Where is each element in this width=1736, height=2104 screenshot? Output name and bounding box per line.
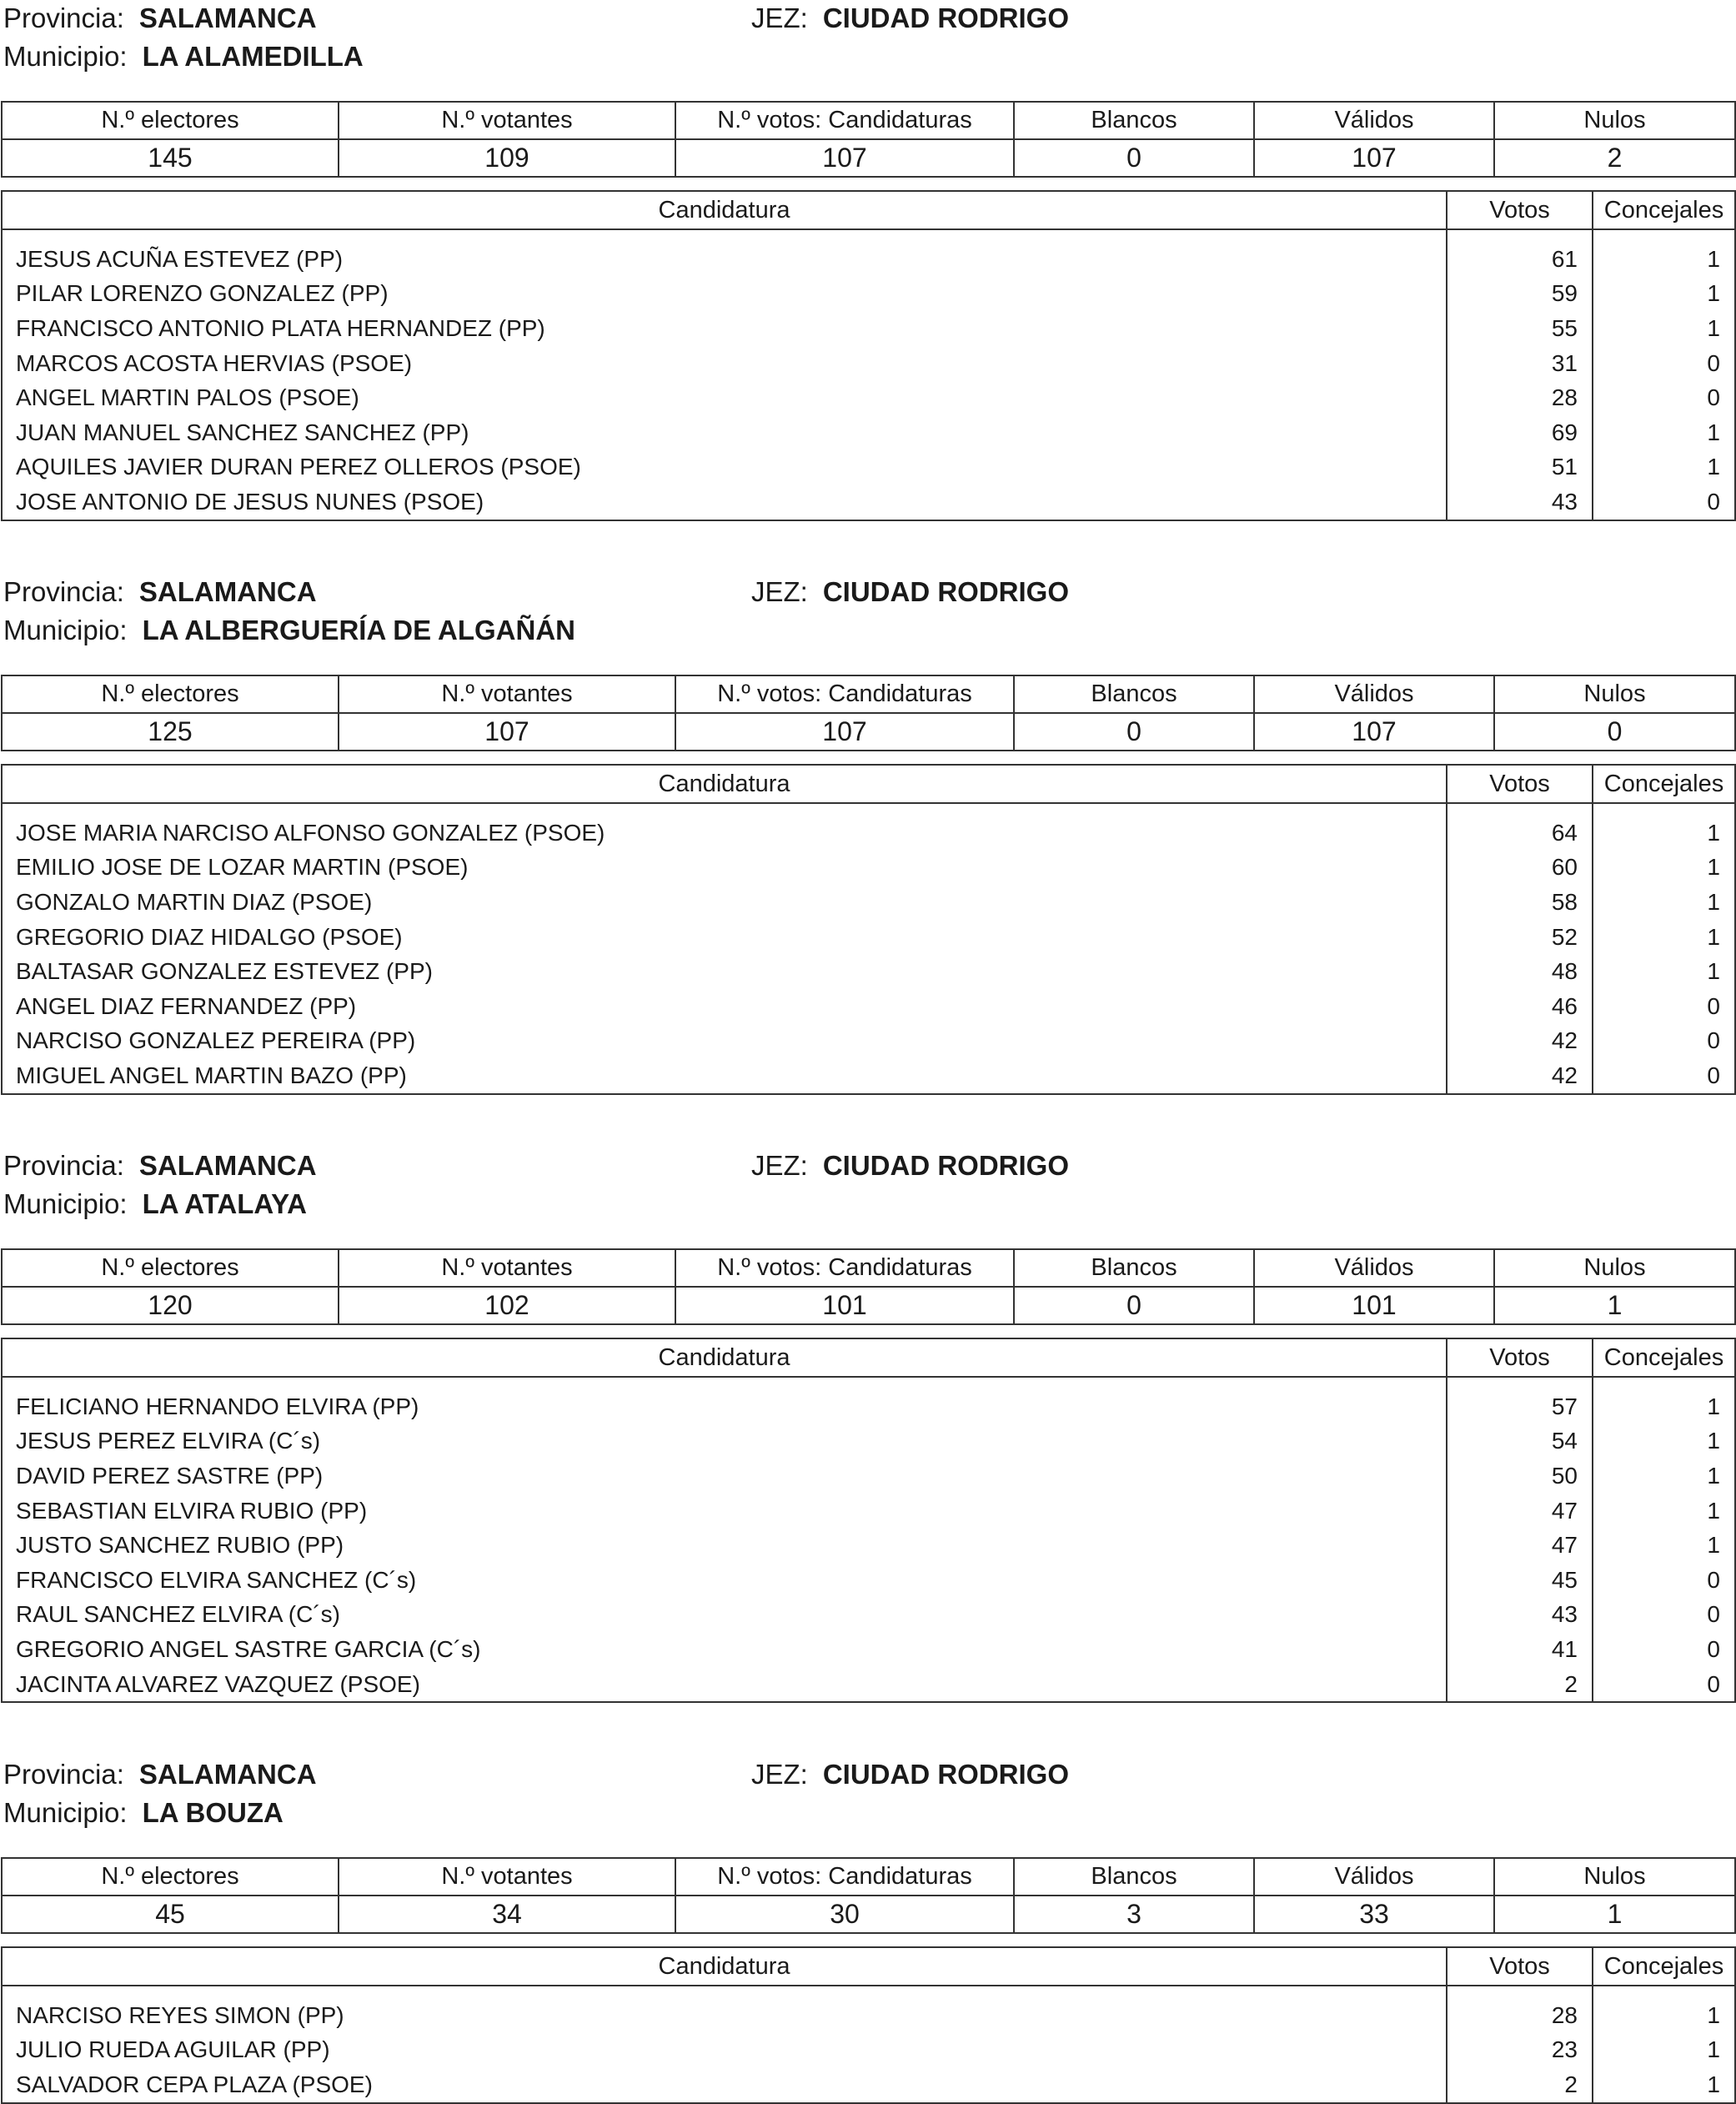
summary-header-votantes: N.º votantes	[339, 1858, 675, 1896]
summary-value-nulos: 1	[1494, 1896, 1735, 1933]
summary-header-electores: N.º electores	[2, 1858, 339, 1896]
provincia-value: SALAMANCA	[138, 1150, 317, 1181]
candidate-row	[2, 1459, 1735, 1494]
provincia-line	[3, 1149, 317, 1183]
provincia-value: SALAMANCA	[138, 3, 317, 33]
candidate-name: MARCOS ACOSTA HERVIAS (PSOE)	[2, 346, 1447, 381]
jez-value: CIUDAD RODRIGO	[822, 1759, 1070, 1790]
provincia-label: Provincia:	[3, 1150, 124, 1181]
candidate-seats: 1	[1593, 1377, 1735, 1424]
candidate-seats: 1	[1593, 803, 1735, 851]
summary-value-votos_cand: 101	[675, 1287, 1014, 1324]
candidate-name: JUAN MANUEL SANCHEZ SANCHEZ (PP)	[2, 415, 1447, 450]
candidate-row	[2, 1424, 1735, 1459]
candidate-row	[2, 1986, 1735, 2033]
summary-table	[1, 101, 1736, 178]
candidate-name: EMILIO JOSE DE LOZAR MARTIN (PSOE)	[2, 851, 1447, 886]
candidate-row	[2, 989, 1735, 1024]
jez-value: CIUDAD RODRIGO	[822, 1150, 1070, 1181]
candidate-seats: 1	[1593, 1528, 1735, 1563]
candidate-name: NARCISO GONZALEZ PEREIRA (PP)	[2, 1024, 1447, 1059]
candidate-votes: 61	[1447, 229, 1593, 277]
provincia-label: Provincia:	[3, 3, 124, 33]
candidate-row	[2, 1598, 1735, 1633]
candidate-name: GREGORIO DIAZ HIDALGO (PSOE)	[2, 920, 1447, 955]
candidate-name: FRANCISCO ANTONIO PLATA HERNANDEZ (PP)	[2, 311, 1447, 346]
candidate-votes: 51	[1447, 450, 1593, 485]
candidates-header-row	[2, 191, 1735, 229]
summary-value-votos_cand: 30	[675, 1896, 1014, 1933]
candidate-votes: 57	[1447, 1377, 1593, 1424]
candidate-seats: 1	[1593, 851, 1735, 886]
summary-value-votantes: 109	[339, 139, 675, 177]
jez-line	[751, 575, 1069, 609]
candidate-seats: 0	[1593, 1563, 1735, 1598]
summary-value-electores: 120	[2, 1287, 339, 1324]
summary-header-votantes: N.º votantes	[339, 102, 675, 139]
candidate-seats: 0	[1593, 346, 1735, 381]
header-concejales: Concejales	[1593, 1338, 1735, 1377]
summary-header-nulos: Nulos	[1494, 1858, 1735, 1896]
candidates-table	[1, 1338, 1736, 1703]
municipio-line	[3, 1188, 307, 1221]
candidate-votes: 47	[1447, 1494, 1593, 1529]
candidate-votes: 2	[1447, 1667, 1593, 1703]
header-concejales: Concejales	[1593, 191, 1735, 229]
municipio-line	[3, 614, 575, 647]
header-votos: Votos	[1447, 1338, 1593, 1377]
candidate-seats: 1	[1593, 954, 1735, 989]
candidate-row	[2, 851, 1735, 886]
candidate-name: AQUILES JAVIER DURAN PEREZ OLLEROS (PSOE)	[2, 450, 1447, 485]
candidate-seats: 1	[1593, 2033, 1735, 2068]
summary-header-votos_cand: N.º votos: Candidaturas	[675, 1249, 1014, 1287]
candidate-votes: 64	[1447, 803, 1593, 851]
summary-header-votos_cand: N.º votos: Candidaturas	[675, 675, 1014, 713]
candidate-votes: 23	[1447, 2033, 1593, 2068]
candidate-name: JOSE ANTONIO DE JESUS NUNES (PSOE)	[2, 485, 1447, 520]
candidate-name: SALVADOR CEPA PLAZA (PSOE)	[2, 2067, 1447, 2103]
candidate-votes: 43	[1447, 485, 1593, 520]
candidate-votes: 69	[1447, 415, 1593, 450]
candidate-name: FRANCISCO ELVIRA SANCHEZ (C´s)	[2, 1563, 1447, 1598]
candidate-name: PILAR LORENZO GONZALEZ (PP)	[2, 277, 1447, 312]
municipio-label: Municipio:	[3, 615, 128, 645]
candidates-header-row	[2, 1338, 1735, 1377]
municipio-line	[3, 40, 364, 73]
candidate-seats: 1	[1593, 450, 1735, 485]
candidates-header-row	[2, 765, 1735, 803]
jez-value: CIUDAD RODRIGO	[822, 3, 1070, 33]
candidate-row	[2, 485, 1735, 520]
summary-header-votantes: N.º votantes	[339, 675, 675, 713]
jez-line	[751, 2, 1069, 35]
candidate-row	[2, 1528, 1735, 1563]
summary-header-row	[2, 1249, 1735, 1287]
summary-header-electores: N.º electores	[2, 102, 339, 139]
candidate-name: JOSE MARIA NARCISO ALFONSO GONZALEZ (PSOE)	[2, 803, 1447, 851]
candidate-votes: 43	[1447, 1598, 1593, 1633]
candidate-seats: 1	[1593, 920, 1735, 955]
candidate-votes: 46	[1447, 989, 1593, 1024]
summary-value-blancos: 0	[1014, 139, 1254, 177]
candidate-name: GONZALO MARTIN DIAZ (PSOE)	[2, 885, 1447, 920]
candidates-table	[1, 190, 1736, 521]
summary-value-votos_cand: 107	[675, 713, 1014, 751]
header-votos: Votos	[1447, 191, 1593, 229]
candidate-row	[2, 1494, 1735, 1529]
provincia-label: Provincia:	[3, 576, 124, 607]
summary-values-row	[2, 139, 1735, 177]
summary-values-row	[2, 1896, 1735, 1933]
candidate-row	[2, 346, 1735, 381]
summary-header-row	[2, 102, 1735, 139]
summary-header-electores: N.º electores	[2, 675, 339, 713]
candidate-name: NARCISO REYES SIMON (PP)	[2, 1986, 1447, 2033]
summary-value-votantes: 107	[339, 713, 675, 751]
summary-value-nulos: 1	[1494, 1287, 1735, 1324]
candidate-name: MIGUEL ANGEL MARTIN BAZO (PP)	[2, 1058, 1447, 1094]
candidate-row	[2, 2033, 1735, 2068]
candidate-row	[2, 380, 1735, 415]
candidate-row	[2, 1058, 1735, 1094]
provincia-line	[3, 1758, 317, 1791]
candidate-row	[2, 1667, 1735, 1703]
summary-header-nulos: Nulos	[1494, 102, 1735, 139]
candidate-votes: 42	[1447, 1024, 1593, 1059]
summary-value-blancos: 0	[1014, 1287, 1254, 1324]
candidate-name: GREGORIO ANGEL SASTRE GARCIA (C´s)	[2, 1632, 1447, 1667]
candidate-row	[2, 920, 1735, 955]
summary-value-nulos: 2	[1494, 139, 1735, 177]
provincia-value: SALAMANCA	[138, 1759, 317, 1790]
header-votos: Votos	[1447, 1947, 1593, 1986]
header-candidatura: Candidatura	[2, 191, 1447, 229]
candidate-seats: 1	[1593, 277, 1735, 312]
candidate-seats: 0	[1593, 1667, 1735, 1703]
header-candidatura: Candidatura	[2, 765, 1447, 803]
summary-values-row	[2, 1287, 1735, 1324]
candidate-row	[2, 415, 1735, 450]
jez-line	[751, 1758, 1069, 1791]
summary-header-blancos: Blancos	[1014, 1249, 1254, 1287]
summary-value-votantes: 102	[339, 1287, 675, 1324]
candidate-seats: 0	[1593, 1598, 1735, 1633]
candidate-votes: 48	[1447, 954, 1593, 989]
summary-value-validos: 107	[1254, 139, 1494, 177]
candidate-row	[2, 450, 1735, 485]
candidate-seats: 0	[1593, 989, 1735, 1024]
candidate-seats: 1	[1593, 1494, 1735, 1529]
summary-table	[1, 1857, 1736, 1934]
summary-table	[1, 1248, 1736, 1325]
summary-table	[1, 675, 1736, 751]
candidate-votes: 58	[1447, 885, 1593, 920]
candidate-votes: 47	[1447, 1528, 1593, 1563]
header-votos: Votos	[1447, 765, 1593, 803]
candidate-name: JUSTO SANCHEZ RUBIO (PP)	[2, 1528, 1447, 1563]
summary-value-electores: 145	[2, 139, 339, 177]
candidate-seats: 1	[1593, 415, 1735, 450]
candidate-votes: 52	[1447, 920, 1593, 955]
candidate-seats: 0	[1593, 1024, 1735, 1059]
summary-header-row	[2, 675, 1735, 713]
header-concejales: Concejales	[1593, 765, 1735, 803]
municipio-value: LA ALAMEDILLA	[142, 41, 364, 72]
summary-header-nulos: Nulos	[1494, 1249, 1735, 1287]
municipio-value: LA ATALAYA	[142, 1188, 307, 1219]
candidate-name: SEBASTIAN ELVIRA RUBIO (PP)	[2, 1494, 1447, 1529]
candidate-row	[2, 311, 1735, 346]
candidate-seats: 1	[1593, 1986, 1735, 2033]
provincia-line	[3, 575, 317, 609]
jez-label: JEZ:	[751, 1150, 808, 1181]
candidate-votes: 54	[1447, 1424, 1593, 1459]
candidate-seats: 0	[1593, 380, 1735, 415]
candidates-header-row	[2, 1947, 1735, 1986]
candidate-seats: 1	[1593, 2067, 1735, 2103]
candidate-name: RAUL SANCHEZ ELVIRA (C´s)	[2, 1598, 1447, 1633]
municipio-value: LA BOUZA	[142, 1797, 283, 1828]
summary-header-validos: Válidos	[1254, 1858, 1494, 1896]
candidate-votes: 55	[1447, 311, 1593, 346]
candidate-name: FELICIANO HERNANDO ELVIRA (PP)	[2, 1377, 1447, 1424]
candidate-seats: 0	[1593, 1058, 1735, 1094]
candidate-name: ANGEL MARTIN PALOS (PSOE)	[2, 380, 1447, 415]
candidate-name: JESUS ACUÑA ESTEVEZ (PP)	[2, 229, 1447, 277]
summary-header-votos_cand: N.º votos: Candidaturas	[675, 102, 1014, 139]
candidate-row	[2, 1377, 1735, 1424]
candidate-votes: 28	[1447, 1986, 1593, 2033]
summary-header-validos: Válidos	[1254, 1249, 1494, 1287]
summary-header-row	[2, 1858, 1735, 1896]
candidate-seats: 0	[1593, 1632, 1735, 1667]
header-candidatura: Candidatura	[2, 1338, 1447, 1377]
municipio-value: LA ALBERGUERÍA DE ALGAÑÁN	[142, 615, 576, 645]
candidate-name: JESUS PEREZ ELVIRA (C´s)	[2, 1424, 1447, 1459]
jez-label: JEZ:	[751, 1759, 808, 1790]
summary-header-blancos: Blancos	[1014, 102, 1254, 139]
provincia-label: Provincia:	[3, 1759, 124, 1790]
summary-header-blancos: Blancos	[1014, 675, 1254, 713]
summary-value-blancos: 0	[1014, 713, 1254, 751]
header-candidatura: Candidatura	[2, 1947, 1447, 1986]
candidate-seats: 1	[1593, 229, 1735, 277]
summary-value-electores: 45	[2, 1896, 339, 1933]
candidate-row	[2, 954, 1735, 989]
candidate-seats: 1	[1593, 1459, 1735, 1494]
candidate-name: DAVID PEREZ SASTRE (PP)	[2, 1459, 1447, 1494]
municipio-label: Municipio:	[3, 41, 128, 72]
jez-label: JEZ:	[751, 576, 808, 607]
summary-value-validos: 33	[1254, 1896, 1494, 1933]
summary-value-validos: 101	[1254, 1287, 1494, 1324]
municipio-label: Municipio:	[3, 1797, 128, 1828]
candidate-votes: 31	[1447, 346, 1593, 381]
summary-value-nulos: 0	[1494, 713, 1735, 751]
candidate-row	[2, 2067, 1735, 2103]
candidate-name: ANGEL DIAZ FERNANDEZ (PP)	[2, 989, 1447, 1024]
candidate-votes: 60	[1447, 851, 1593, 886]
candidate-row	[2, 277, 1735, 312]
candidate-name: BALTASAR GONZALEZ ESTEVEZ (PP)	[2, 954, 1447, 989]
candidate-seats: 1	[1593, 1424, 1735, 1459]
jez-label: JEZ:	[751, 3, 808, 33]
summary-value-validos: 107	[1254, 713, 1494, 751]
summary-header-blancos: Blancos	[1014, 1858, 1254, 1896]
provincia-value: SALAMANCA	[138, 576, 317, 607]
candidate-votes: 50	[1447, 1459, 1593, 1494]
summary-value-votantes: 34	[339, 1896, 675, 1933]
candidate-name: JULIO RUEDA AGUILAR (PP)	[2, 2033, 1447, 2068]
candidate-votes: 41	[1447, 1632, 1593, 1667]
candidate-seats: 0	[1593, 485, 1735, 520]
candidate-votes: 45	[1447, 1563, 1593, 1598]
summary-header-votantes: N.º votantes	[339, 1249, 675, 1287]
candidate-row	[2, 803, 1735, 851]
provincia-line	[3, 2, 317, 35]
candidate-votes: 28	[1447, 380, 1593, 415]
summary-header-nulos: Nulos	[1494, 675, 1735, 713]
candidate-row	[2, 1632, 1735, 1667]
candidate-row	[2, 885, 1735, 920]
summary-value-electores: 125	[2, 713, 339, 751]
candidate-row	[2, 229, 1735, 277]
candidate-name: JACINTA ALVAREZ VAZQUEZ (PSOE)	[2, 1667, 1447, 1703]
candidates-table	[1, 764, 1736, 1095]
candidate-row	[2, 1024, 1735, 1059]
candidate-votes: 59	[1447, 277, 1593, 312]
header-concejales: Concejales	[1593, 1947, 1735, 1986]
summary-values-row	[2, 713, 1735, 751]
municipio-label: Municipio:	[3, 1188, 128, 1219]
candidate-votes: 42	[1447, 1058, 1593, 1094]
candidate-seats: 1	[1593, 885, 1735, 920]
summary-value-votos_cand: 107	[675, 139, 1014, 177]
jez-line	[751, 1149, 1069, 1183]
jez-value: CIUDAD RODRIGO	[822, 576, 1070, 607]
candidate-seats: 1	[1593, 311, 1735, 346]
candidate-row	[2, 1563, 1735, 1598]
municipio-line	[3, 1796, 283, 1830]
candidate-votes: 2	[1447, 2067, 1593, 2103]
candidates-table	[1, 1946, 1736, 2104]
summary-header-electores: N.º electores	[2, 1249, 339, 1287]
summary-header-validos: Válidos	[1254, 102, 1494, 139]
summary-value-blancos: 3	[1014, 1896, 1254, 1933]
summary-header-validos: Válidos	[1254, 675, 1494, 713]
summary-header-votos_cand: N.º votos: Candidaturas	[675, 1858, 1014, 1896]
